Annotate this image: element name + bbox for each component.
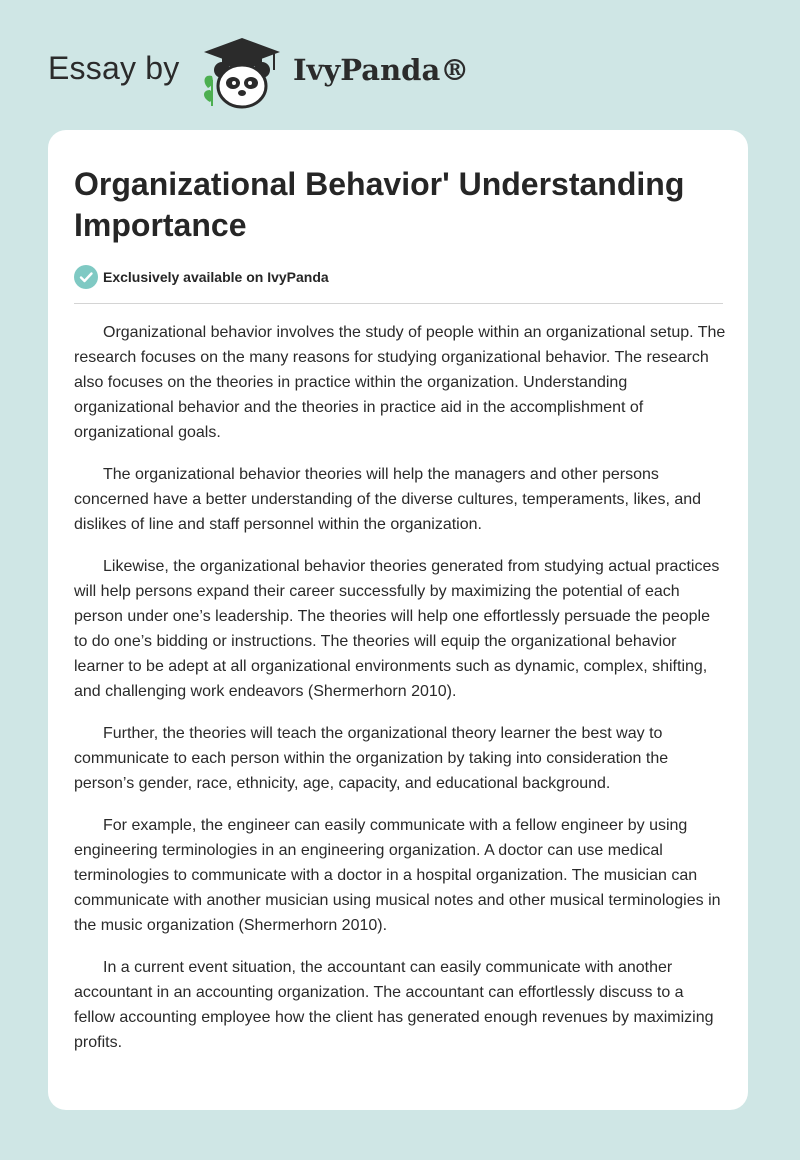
paragraph: Further, the theories will teach the organizational theory learner the best way to communicate to each person within the organization by taking into consideration the person’s gender, race, ethnicity, age, capacity, and educational background.	[74, 725, 669, 792]
page-title: Organizational Behavior' Understanding Importance	[74, 166, 685, 243]
paragraph: In a current event situation, the accountant can easily communicate with another accountant in an accounting organization. The accountant can effortlessly discuss to a fellow accounting employee how the client has generated enough revenues by maximizing profits.	[74, 959, 714, 1051]
paragraph: For example, the engineer can easily communicate with a fellow engineer by using engineering terminologies in an engineering organization. A doctor can use medical terminologies to communicate with a doctor in a hospital organization. The musician can communicate with another musician using musical notes and other musical terminologies in the music organization (Shermerhorn 2010).	[74, 817, 721, 934]
panda-graduate-logo-icon[interactable]	[200, 36, 284, 110]
essay-body	[74, 320, 726, 1072]
exclusive-badge-label: Exclusively available on IvyPanda	[103, 269, 329, 285]
logo-svg	[200, 36, 284, 110]
check-circle-bg	[74, 265, 98, 289]
panda-eye-right	[248, 81, 252, 85]
essay-card	[48, 130, 748, 1110]
brand-name[interactable]: IvyPanda®	[293, 53, 470, 87]
check-circle-icon	[74, 265, 98, 289]
essay-by-label: Essay by	[48, 50, 180, 86]
site-header	[48, 30, 748, 110]
panda-nose	[238, 90, 246, 96]
panda-eye-left	[232, 81, 236, 85]
exclusive-badge	[74, 264, 329, 290]
panda-face	[218, 65, 266, 107]
paragraph: Likewise, the organizational behavior theories generated from studying actual practices will help persons expand their career successfully by maximizing the potential of each person under one’s leadership. The theories will help one effortlessly persuade the people to do one’s bidding or instructions. The theories will equip the organizational behavior learner to be adept at all organizational environments such as dynamic, complex, shifting, and challenging work endeavors (Shermerhorn 2010).	[74, 558, 720, 700]
paragraph: The organizational behavior theories will help the managers and other persons concerned have a better understanding of the diverse cultures, temperaments, likes, and dislikes of line and staff personnel within the organization.	[74, 466, 702, 533]
title-divider	[74, 303, 723, 304]
paragraph: Organizational behavior involves the study of people within an organizational setup. The research focuses on the many reasons for studying organizational behavior. The research also focuses on the theories in practice within the organization. Understanding organizational behavior and the theories in practice aid in the accomplishment of organizational goals.	[74, 324, 726, 441]
